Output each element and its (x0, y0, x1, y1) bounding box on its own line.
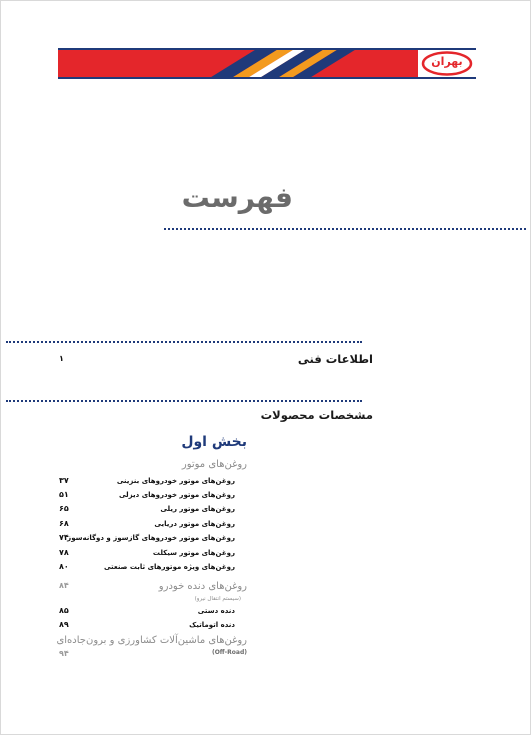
toc-item-page: ۵۱ (59, 490, 69, 499)
toc-item-label: روغن‌های موتور خودروهای بنزینی (116, 477, 235, 485)
toc-item-label: روغن‌های موتور خودروهای دیزلی (118, 491, 235, 499)
toc-item-page: ۸۰ (59, 562, 69, 571)
toc-item-page: ۷۴ (59, 533, 69, 542)
toc-item-page: ۶۵ (59, 504, 69, 513)
toc-item-label: روغن‌های موتور دریایی (154, 520, 235, 528)
machinery-oils-title: روغن‌های ماشین‌آلات کشاورزی و برون‌جاده‌ای (56, 635, 247, 646)
toc-item-label: روغن‌های موتور ریلی (160, 505, 235, 513)
toc-item-label: روغن‌های ویژه موتورهای ثابت صنعتی (103, 563, 235, 571)
part-one-title: بخش اول (181, 434, 247, 450)
toc-item-page: ۳۷ (59, 476, 69, 485)
products-dotted-rule (6, 400, 362, 402)
engine-oils-title: روغن‌های موتور (181, 459, 247, 470)
toc-item-page: ۶۸ (59, 519, 69, 528)
toc-item-page: ۸۵ (59, 606, 69, 615)
machinery-oils-note: (Off-Road) (211, 649, 247, 656)
brand-banner (58, 48, 476, 79)
toc-item-label: روغن‌های موتور سیکلت (152, 549, 235, 557)
brand-logo: بهران (431, 55, 463, 68)
technical-section-page: ۱ (59, 354, 64, 363)
toc-item-page: ۷۸ (59, 548, 69, 557)
gear-oils-note: (سیستم انتقال نیرو) (194, 596, 241, 602)
gear-oils-title: روغن‌های دنده خودرو (158, 581, 247, 592)
toc-item-label: دنده دستی (197, 607, 235, 615)
products-section-title: مشخصات محصولات (260, 408, 373, 422)
toc-item-page: ۸۹ (59, 620, 69, 629)
technical-section-title: اطلاعات فنی (297, 352, 373, 366)
toc-item-label: دنده اتوماتیک (189, 621, 235, 629)
machinery-oils-page: ۹۴ (59, 649, 69, 658)
page-title: فهرست (181, 181, 293, 214)
toc-item-label: روغن‌های موتور خودروهای گازسوز و دوگانه‌سوز (67, 534, 235, 542)
technical-dotted-rule (6, 341, 362, 343)
gear-oils-page: ۸۴ (59, 581, 69, 590)
title-dotted-rule (164, 228, 526, 230)
